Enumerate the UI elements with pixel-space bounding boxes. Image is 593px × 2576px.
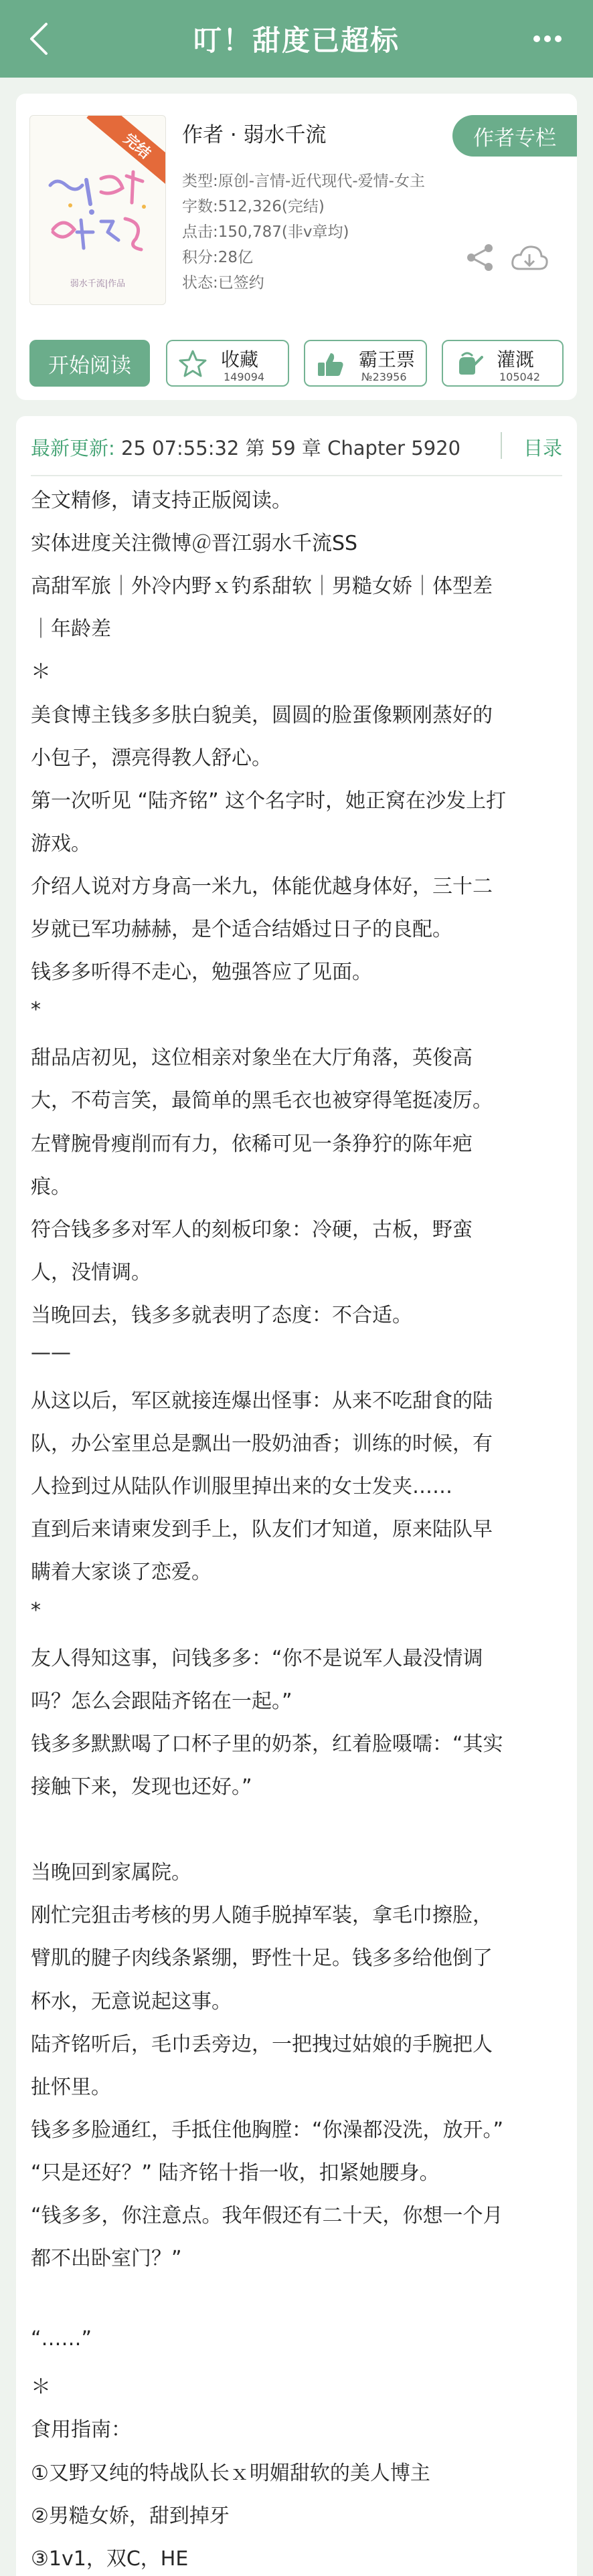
- collect-button[interactable]: [166, 340, 289, 387]
- intro-line: 直到后来请柬发到手上，队友们才知道，原来陆队早: [31, 1518, 493, 1541]
- start-reading-button[interactable]: 开始阅读: [29, 340, 150, 387]
- share-icon[interactable]: [464, 242, 495, 273]
- overlord-ticket-label: 霸王票: [359, 349, 416, 371]
- latest-update-label: 最新更新:: [31, 437, 115, 460]
- intro-line: 钱多多脸通红，手抵住他胸膛：“你澡都没洗，放开。”: [31, 2118, 504, 2142]
- watering-can-icon: [454, 349, 483, 379]
- intro-line: ①又野又纯的特战队长ｘ明媚甜软的美人博主: [31, 2462, 430, 2485]
- irrigate-button[interactable]: [442, 340, 564, 387]
- intro-line: ③1v1，双C，HE: [31, 2547, 189, 2571]
- app-header: [0, 0, 593, 78]
- intro-line: ②男糙女娇，甜到掉牙: [31, 2504, 230, 2528]
- intro-line: 钱多多听得不走心，勉强答应了见面。: [31, 961, 372, 984]
- intro-line: 美食博主钱多多肤白貌美，圆圆的脸蛋像颗刚蒸好的: [31, 704, 493, 727]
- intro-line: “只是还好？” 陆齐铭十指一收，扣紧她腰身。: [31, 2161, 440, 2185]
- intro-line: 当晚回去，钱多多就表明了态度：不合适。: [31, 1304, 412, 1327]
- collect-label: 收藏: [221, 349, 259, 371]
- intro-line: 友人得知这事，问钱多多：“你不是说军人最没情调: [31, 1647, 483, 1670]
- intro-line: 痕。: [31, 1175, 71, 1199]
- back-arrow-icon: [29, 21, 49, 56]
- author-line[interactable]: 作者 · 弱水千流: [182, 123, 327, 147]
- more-dots-icon: [533, 35, 562, 43]
- intro-line: 吗？怎么会跟陆齐铭在一起。”: [31, 1690, 292, 1713]
- intro-line: 都不出卧室门？”: [31, 2247, 182, 2270]
- meta-clicks: 点击:150,787(非v章均): [182, 223, 349, 241]
- intro-line: 人捡到过从陆队作训服里掉出来的女士发夹……: [31, 1475, 452, 1498]
- intro-line: 高甜军旅｜外冷内野ｘ钓系甜软｜男糙女娇｜体型差: [31, 575, 493, 598]
- intro-line: 钱多多默默喝了口杯子里的奶茶，红着脸嗫嚅：“其实: [31, 1732, 503, 1756]
- intro-line: “……”: [31, 2327, 92, 2351]
- irrigate-label: 灌溉: [497, 349, 535, 371]
- back-button[interactable]: [20, 19, 58, 59]
- intro-line: 游戏。: [31, 832, 91, 856]
- intro-line: 扯怀里。: [31, 2076, 111, 2099]
- intro-line: 食用指南：: [31, 2418, 131, 2442]
- intro-line: 队，办公室里总是飘出一股奶油香；训练的时候，有: [31, 1432, 493, 1456]
- intro-line: 瞒着大家谈了恋爱。: [31, 1561, 211, 1584]
- intro-line: 当晚回到家属院。: [31, 1861, 191, 1884]
- content-divider: [31, 475, 562, 476]
- intro-line: ——: [31, 1341, 71, 1365]
- latest-update-bar[interactable]: [31, 431, 562, 462]
- latest-update-text: [31, 433, 460, 461]
- collect-count: 149094: [224, 371, 265, 383]
- irrigate-count: 105042: [499, 371, 541, 383]
- intro-line: 第一次听见 “陆齐铭” 这个名字时，她正窝在沙发上打: [31, 789, 507, 813]
- intro-line: 从这以后，军区就接连爆出怪事：从来不吃甜食的陆: [31, 1389, 493, 1413]
- thumbs-up-icon: [316, 349, 345, 379]
- intro-line: 陆齐铭听后，毛巾丢旁边，一把拽过姑娘的手腕把人: [31, 2033, 493, 2056]
- intro-line: 小包子，漂亮得教人舒心。: [31, 747, 272, 770]
- intro-line: 左臂腕骨瘦削而有力，依稀可见一条狰狞的陈年疤: [31, 1132, 473, 1156]
- intro-line: 符合钱多多对军人的刻板印象：冷硬，古板，野蛮: [31, 1218, 473, 1242]
- star-icon: [178, 349, 207, 379]
- intro-line: 接触下来，发现也还好。”: [31, 1775, 252, 1799]
- intro-line: 人，没情调。: [31, 1261, 151, 1284]
- intro-line: ＊: [31, 2375, 51, 2399]
- author-column-button[interactable]: 作者专栏: [452, 115, 577, 157]
- intro-line: 刚忙完狙击考核的男人随手脱掉军装，拿毛巾擦脸，: [31, 1904, 493, 1927]
- intro-line: *: [31, 998, 41, 1021]
- intro-line: 大，不苟言笑，最简单的黑毛衣也被穿得笔挺凌厉。: [31, 1089, 493, 1112]
- intro-line: “钱多多，你注意点。我年假还有二十天，你想一个月: [31, 2204, 503, 2227]
- intro-line: 实体进度关注微博＠晋江弱水千流SS: [31, 532, 358, 555]
- meta-type: 类型:原创-言情-近代现代-爱情-女主: [182, 173, 425, 190]
- cover-byline: 弱水千流|作品: [70, 279, 126, 289]
- intro-line: 介绍人说对方身高一米九，体能优越身体好，三十二: [31, 875, 493, 898]
- download-cloud-icon[interactable]: [510, 242, 549, 273]
- table-of-contents-link[interactable]: 目录: [523, 437, 563, 460]
- intro-line: *: [31, 1599, 41, 1622]
- cover-title-art: [44, 165, 151, 259]
- book-cover[interactable]: [29, 115, 166, 305]
- more-button[interactable]: [527, 24, 568, 54]
- meta-status: 状态:已签约: [182, 274, 264, 292]
- intro-line: 甜品店初见，这位相亲对象坐在大厅角落，英俊高: [31, 1046, 473, 1070]
- intro-line: ｜年龄差: [31, 617, 111, 641]
- completed-ribbon: 完结: [86, 115, 166, 191]
- latest-update-time: 25 07:55:32: [121, 437, 240, 460]
- intro-line: 臂肌的腱子肉线条紧绷，野性十足。钱多多给他倒了: [31, 1947, 493, 1970]
- intro-line: 岁就已军功赫赫，是个适合结婚过日子的良配。: [31, 918, 452, 941]
- book-info-card: [16, 94, 577, 400]
- intro-line: 杯水，无意说起这事。: [31, 1990, 232, 2013]
- meta-word-count: 字数:512,326(完结): [182, 198, 325, 215]
- overlord-ticket-count: №23956: [361, 371, 407, 383]
- intro-line: ＊: [31, 660, 51, 684]
- overlord-ticket-button[interactable]: [304, 340, 427, 387]
- meta-score: 积分:28亿: [182, 249, 254, 266]
- intro-line: 全文精修，请支持正版阅读。: [31, 489, 292, 512]
- intro-content: [16, 416, 577, 2576]
- latest-chapter[interactable]: 第 59 章 Chapter 5920: [245, 437, 461, 460]
- page-title: 叮！甜度已超标: [193, 24, 400, 57]
- toc-separator: [501, 432, 502, 459]
